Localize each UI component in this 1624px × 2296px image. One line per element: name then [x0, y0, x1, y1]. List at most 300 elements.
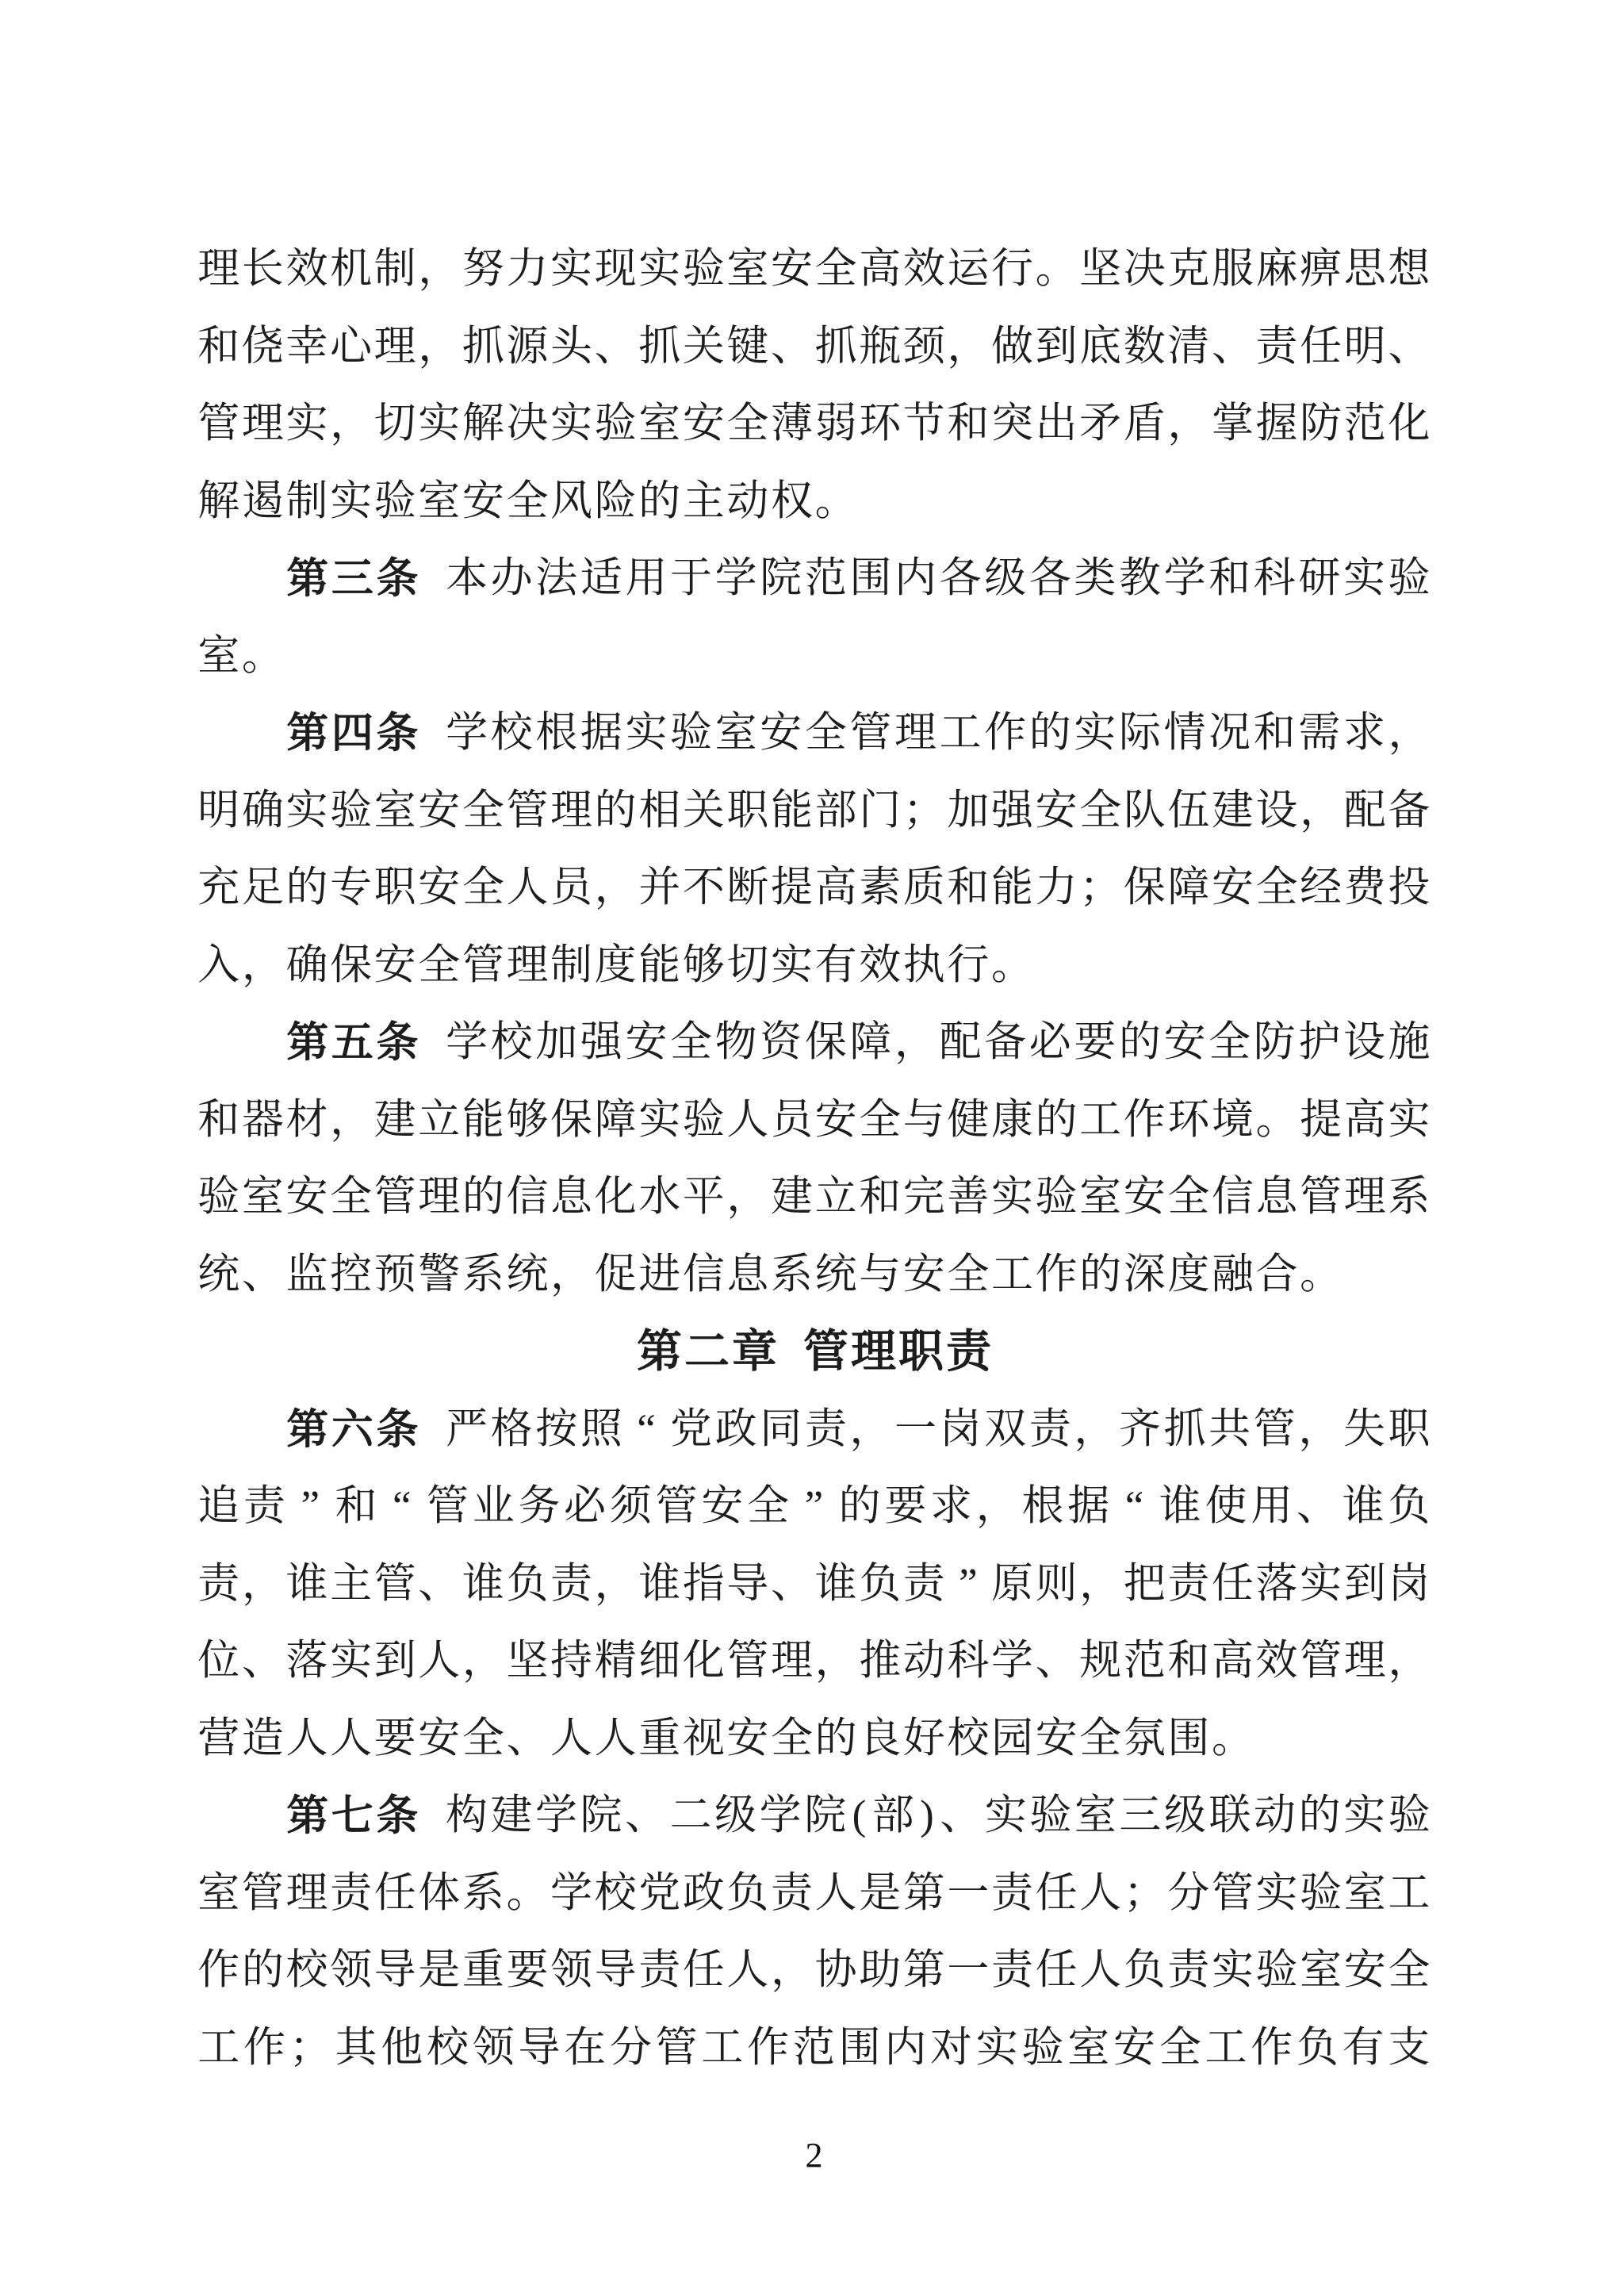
- body-char: 作: [243, 2024, 286, 2071]
- bold-char: 条: [376, 1019, 419, 1067]
- body-char: 联: [1208, 1792, 1251, 1839]
- body-char: 法: [535, 555, 578, 602]
- body-char: 入: [197, 941, 240, 988]
- body-char: 全: [814, 246, 857, 293]
- body-char: 学: [1163, 555, 1206, 602]
- body-char: 息: [550, 1174, 593, 1221]
- body-char: 推: [859, 1638, 902, 1685]
- body-char: 本: [446, 555, 488, 602]
- body-char: 围: [838, 2024, 881, 2071]
- page-number: 2: [805, 2136, 823, 2175]
- bold-char: 三: [331, 555, 373, 603]
- body-char: 足: [241, 864, 284, 911]
- body-char: 据: [1067, 1483, 1110, 1530]
- body-char: ，: [594, 1560, 637, 1607]
- article-7-line-3: [197, 1932, 1431, 2010]
- body-char: 物: [714, 1019, 757, 1066]
- bold-char: 条: [376, 555, 419, 603]
- body-char: ，: [771, 1947, 814, 1994]
- body-char: 全: [1159, 2024, 1201, 2071]
- body-char: 息: [1255, 1174, 1298, 1221]
- body-char: 内: [884, 2024, 927, 2071]
- body-char: 室: [638, 401, 681, 447]
- body-char: 。: [990, 941, 1033, 988]
- body-char: 安: [373, 941, 416, 988]
- article-5-line-1: [197, 1004, 1431, 1082]
- body-char: 校: [426, 2024, 469, 2071]
- body-char: 提: [1300, 1096, 1342, 1143]
- body-char: 够: [506, 1096, 549, 1143]
- body-char: ，: [241, 1560, 284, 1607]
- body-char: ，: [1298, 1405, 1341, 1452]
- body-char: 好: [902, 1715, 945, 1761]
- body-char: 责: [1167, 1947, 1210, 1994]
- body-char: 院: [580, 1792, 622, 1839]
- body-char: 、: [594, 323, 637, 370]
- body-char: ，: [1388, 1638, 1431, 1685]
- body-char: 力: [1035, 864, 1078, 911]
- body-char: 实: [638, 1096, 681, 1143]
- body-char: 安: [418, 1715, 461, 1761]
- body-char: 合: [1255, 1251, 1298, 1297]
- body-char: 的: [594, 787, 637, 834]
- body-char: 安: [760, 710, 802, 757]
- body-char: 建: [490, 1792, 533, 1839]
- body-char: 人: [506, 864, 549, 911]
- body-char: 效: [902, 246, 945, 293]
- body-char: 氛: [1123, 1715, 1166, 1761]
- body-char: 管: [1300, 1174, 1342, 1221]
- body-char: 管: [655, 1483, 698, 1530]
- body-char: 息: [726, 1251, 769, 1297]
- body-char: 水: [638, 1174, 681, 1221]
- body-char: 任: [1211, 1560, 1254, 1607]
- body-char: 岗: [939, 1405, 982, 1452]
- body-char: 位: [197, 1638, 240, 1685]
- body-char: 备: [1388, 787, 1431, 834]
- body-char: 作: [747, 2024, 790, 2071]
- body-char: 实: [1074, 710, 1116, 757]
- body-char: 效: [1255, 1638, 1298, 1685]
- body-char: 、: [625, 1792, 668, 1839]
- body-char: 情: [1163, 710, 1206, 757]
- body-char: 分: [1167, 1869, 1210, 1916]
- body-char: 重: [462, 1947, 504, 1994]
- body-char: 保: [1123, 864, 1166, 911]
- body-char: 高: [1343, 1096, 1386, 1143]
- body-char: 源: [506, 323, 549, 370]
- body-char: 人: [330, 1715, 373, 1761]
- body-char: 实: [285, 401, 328, 447]
- body-char: 把: [1123, 1560, 1166, 1607]
- body-char: 执: [902, 941, 945, 988]
- body-char: 关: [682, 323, 725, 370]
- body-char: 安: [625, 1019, 668, 1066]
- body-char: 统: [506, 1251, 549, 1297]
- body-char: 科: [947, 1638, 990, 1685]
- body-char: 切: [726, 941, 769, 988]
- body-char: 范: [804, 555, 847, 602]
- body-char: 作: [1251, 2024, 1293, 2071]
- body-char: 验: [1255, 1947, 1298, 1994]
- body-char: 主: [682, 477, 725, 524]
- body-char: 全: [1208, 1019, 1251, 1066]
- body-char: 握: [1255, 401, 1298, 447]
- body-char: 工: [1205, 2024, 1247, 2071]
- body-char: 经: [1300, 864, 1342, 911]
- body-char: 设: [1255, 787, 1298, 834]
- body-char: 的: [462, 1174, 504, 1221]
- body-char: 各: [1028, 555, 1071, 602]
- body-char: 作: [1035, 1251, 1078, 1297]
- body-char: 领: [472, 2024, 515, 2071]
- body-char: 学: [990, 1638, 1033, 1685]
- body-char: 负: [1296, 2024, 1339, 2071]
- body-char: 与: [859, 1251, 902, 1297]
- body-char: 责: [990, 1947, 1033, 1994]
- body-char: 实: [638, 246, 681, 293]
- body-char: 、: [1388, 323, 1431, 370]
- body-char: ；: [289, 2024, 331, 2071]
- body-char: 全: [1255, 864, 1298, 911]
- body-char: 室: [241, 1174, 284, 1221]
- body-char: ”: [959, 1560, 978, 1607]
- body-char: 必: [564, 1483, 607, 1530]
- body-char: 全: [859, 1096, 902, 1143]
- body-char: 人: [726, 1096, 769, 1143]
- body-char: 院: [760, 555, 802, 602]
- body-char: 工: [1388, 1869, 1431, 1916]
- body-char: 工: [197, 2024, 240, 2071]
- body-char: 职: [373, 864, 416, 911]
- body-char: 加: [535, 1019, 578, 1066]
- body-char: 一: [947, 1947, 990, 1994]
- body-char: 安: [814, 1096, 857, 1143]
- body-char: 配: [1343, 787, 1386, 834]
- bold-char: 第: [286, 1405, 329, 1453]
- body-char: 管: [1253, 1405, 1296, 1452]
- body-char: 格: [490, 1405, 533, 1452]
- body-char: 管: [849, 710, 892, 757]
- body-char: 全: [506, 477, 549, 524]
- body-char: 管: [197, 401, 240, 447]
- body-char: 谁: [1342, 1483, 1385, 1530]
- body-char: 费: [1343, 864, 1386, 911]
- body-char: 健: [947, 1096, 990, 1143]
- body-char: 理: [241, 401, 284, 447]
- body-char: 实: [1343, 1792, 1386, 1839]
- body-char: 验: [330, 787, 373, 834]
- body-char: 安: [1035, 1715, 1078, 1761]
- body-char: 安: [682, 401, 725, 447]
- body-char: 键: [726, 323, 769, 370]
- body-char: 人: [550, 1715, 593, 1761]
- body-char: 则: [1035, 1560, 1078, 1607]
- body-char: 防: [1253, 1019, 1296, 1066]
- body-char: 学: [446, 710, 488, 757]
- article-6-line-3: [197, 1546, 1431, 1623]
- body-char: 康: [990, 1096, 1033, 1143]
- body-char: 管: [373, 1560, 416, 1607]
- body-char: 落: [1255, 1560, 1298, 1607]
- body-char: ，: [418, 246, 461, 293]
- body-char: 安: [771, 246, 814, 293]
- body-char: 安: [1123, 1174, 1166, 1221]
- body-char: 掌: [1211, 401, 1254, 447]
- body-char: 全: [1079, 787, 1122, 834]
- body-char: 、: [771, 323, 814, 370]
- body-char: 责: [197, 1560, 240, 1607]
- body-char: 负: [1123, 1947, 1166, 1994]
- body-char: 管: [426, 1483, 469, 1530]
- body-char: 素: [859, 864, 902, 911]
- article-7-line-4: [197, 2010, 1431, 2087]
- body-char: 头: [550, 323, 593, 370]
- body-char: 幸: [285, 323, 328, 370]
- body-char: 做: [990, 323, 1033, 370]
- body-char: 人: [285, 1715, 328, 1761]
- body-char: 薄: [771, 401, 814, 447]
- article-6-line-1: [197, 1391, 1431, 1469]
- body-char: 责: [638, 1947, 681, 1994]
- body-char: 三: [1119, 1792, 1162, 1839]
- body-char: 能: [638, 941, 681, 988]
- body-char: ；: [1079, 864, 1122, 911]
- body-char: 持: [550, 1638, 593, 1685]
- body-char: 能: [462, 1096, 504, 1143]
- body-char: 全: [670, 1019, 713, 1066]
- body-char: 营: [197, 1715, 240, 1761]
- body-char: 确: [285, 941, 328, 988]
- body-char: 行: [990, 246, 1033, 293]
- body-char: 验: [1021, 2024, 1064, 2071]
- body-char: 范: [792, 2024, 835, 2071]
- body-char: 职: [726, 787, 769, 834]
- body-char: 实: [975, 2024, 1018, 2071]
- body-char: 务: [518, 1483, 561, 1530]
- article-6-line-4: [197, 1623, 1431, 1700]
- body-char: 效: [859, 941, 902, 988]
- body-char: 验: [1035, 1174, 1078, 1221]
- body-char: 领: [550, 1947, 593, 1994]
- body-char: 任: [1035, 1947, 1078, 1994]
- body-char: 内: [894, 555, 937, 602]
- article-5-line-3: [197, 1159, 1431, 1236]
- body-char: 。: [1300, 1251, 1342, 1297]
- body-char: 配: [939, 1019, 982, 1066]
- body-char: 谁: [638, 1560, 681, 1607]
- body-char: 实: [550, 401, 593, 447]
- body-char: 原: [990, 1560, 1033, 1607]
- body-char: 业: [472, 1483, 515, 1530]
- body-char: 权: [771, 477, 814, 524]
- body-char: 、: [418, 1560, 461, 1607]
- body-char: 完: [902, 1174, 945, 1221]
- body-char: 据: [580, 710, 622, 757]
- body-char: 谁: [814, 1560, 857, 1607]
- body-char: 实: [330, 1638, 373, 1685]
- body-char: 障: [1167, 864, 1210, 911]
- body-char: 思: [1343, 246, 1386, 293]
- body-char: 严: [446, 1405, 488, 1452]
- body-char: 理: [285, 1869, 328, 1916]
- body-char: 制: [373, 246, 416, 293]
- body-char: ，: [1079, 1560, 1122, 1607]
- body-char: 节: [902, 401, 945, 447]
- body-char: 颈: [902, 323, 945, 370]
- body-char: 建: [373, 1096, 416, 1143]
- body-char: 出: [1035, 401, 1078, 447]
- body-char: 促: [594, 1251, 637, 1297]
- body-char: ，: [1167, 401, 1210, 447]
- article-7-line-2: [197, 1855, 1431, 1933]
- body-char: 精: [594, 1638, 637, 1685]
- body-char: 任: [373, 1869, 416, 1916]
- body-char: 对: [930, 2024, 973, 2071]
- body-char: 保: [330, 941, 373, 988]
- body-char: 管: [726, 1638, 769, 1685]
- body-char: 环: [859, 401, 902, 447]
- body-char: 动: [726, 477, 769, 524]
- body-char: 建: [1211, 787, 1254, 834]
- body-char: 责: [330, 1869, 373, 1916]
- body-char: 谁: [462, 1560, 504, 1607]
- body-char: “: [637, 1405, 656, 1452]
- body-char: 落: [285, 1638, 328, 1685]
- body-char: 提: [771, 864, 814, 911]
- body-char: 力: [506, 246, 549, 293]
- body-char: 适: [580, 555, 622, 602]
- body-char: 明: [1343, 323, 1386, 370]
- body-char: 的: [241, 1947, 284, 1994]
- article-3-line-2: [197, 618, 1431, 696]
- body-char: 安: [462, 477, 504, 524]
- body-char: ，: [1388, 710, 1431, 757]
- body-char: 规: [1079, 1638, 1122, 1685]
- body-char: ，: [418, 323, 461, 370]
- body-char: 验: [1388, 1792, 1431, 1839]
- body-char: 责: [1167, 1560, 1210, 1607]
- bold-char: 第: [637, 1326, 682, 1378]
- document-text: [197, 231, 1431, 2087]
- body-char: 障: [849, 1019, 892, 1066]
- body-char: 校: [947, 1715, 990, 1761]
- body-char: 求: [930, 1483, 973, 1530]
- body-char: 验: [682, 1096, 725, 1143]
- body-char: 不: [682, 864, 725, 911]
- bold-char: 条: [376, 710, 419, 757]
- body-char: 需: [1298, 710, 1341, 757]
- body-char: 、: [506, 1715, 549, 1761]
- body-char: 能: [990, 864, 1033, 911]
- body-char: 齐: [1118, 1405, 1161, 1452]
- bold-char: 第: [286, 1019, 329, 1067]
- body-char: 质: [902, 864, 945, 911]
- bold-char: 第: [286, 710, 329, 757]
- body-char: 第: [902, 1947, 945, 1994]
- body-char: 二: [669, 1792, 712, 1839]
- body-char: 验: [373, 477, 416, 524]
- body-char: ，: [1300, 787, 1342, 834]
- body-char: 必: [1028, 1019, 1071, 1066]
- bold-char: 责: [946, 1326, 991, 1378]
- body-char: 级: [984, 555, 1027, 602]
- body-char: 是: [418, 1947, 461, 1994]
- body-char: 投: [1388, 864, 1431, 911]
- body-char: 机: [330, 246, 373, 293]
- body-char: 实: [550, 246, 593, 293]
- body-char: 实: [990, 1174, 1033, 1221]
- article-3-line-1: [197, 540, 1431, 618]
- body-char: 责: [243, 1483, 286, 1530]
- body-char: 责: [990, 1869, 1033, 1916]
- body-char: 与: [902, 1096, 945, 1143]
- body-char: 器: [241, 1096, 284, 1143]
- body-char: 伍: [1167, 787, 1210, 834]
- article-4-line-2: [197, 772, 1431, 850]
- body-char: 的: [1028, 710, 1071, 757]
- body-char: 学: [759, 1792, 802, 1839]
- body-char: 化: [1388, 401, 1431, 447]
- body-char: 。: [1255, 1096, 1298, 1143]
- article-4-line-3: [197, 849, 1431, 927]
- body-char: “: [392, 1483, 412, 1530]
- body-char: 克: [1167, 246, 1210, 293]
- body-char: 效: [285, 246, 328, 293]
- body-char: 协: [814, 1947, 857, 1994]
- body-char: 用: [625, 555, 668, 602]
- body-char: ，: [814, 1638, 857, 1685]
- body-char: 是: [859, 1869, 902, 1916]
- body-char: 安: [1163, 1019, 1206, 1066]
- body-char: 系: [462, 1869, 504, 1916]
- body-char: 风: [550, 477, 593, 524]
- body-char: 要: [373, 1715, 416, 1761]
- body-char: 理: [506, 941, 549, 988]
- body-char: 管: [462, 941, 504, 988]
- body-char: 在: [564, 2024, 607, 2071]
- body-char: 部: [814, 787, 857, 834]
- body-char: 设: [1342, 1019, 1385, 1066]
- body-char: 心: [330, 323, 373, 370]
- body-char: 并: [638, 864, 681, 911]
- body-char: 、: [241, 1251, 284, 1297]
- body-char: 管: [1300, 1638, 1342, 1685]
- body-char: 材: [285, 1096, 328, 1143]
- body-char: 动: [1254, 1792, 1297, 1839]
- body-char: 任: [1035, 1869, 1078, 1916]
- bold-char: 五: [331, 1019, 373, 1067]
- body-char: 导: [373, 1947, 416, 1994]
- body-char: 侥: [241, 323, 284, 370]
- body-char: 全: [462, 787, 504, 834]
- body-char: 员: [771, 1096, 814, 1143]
- body-char: ；: [902, 787, 945, 834]
- body-char: 工: [1079, 1096, 1122, 1143]
- body-char: 管: [655, 2024, 698, 2071]
- article-7-line-1: [197, 1777, 1431, 1855]
- body-char: 清: [1167, 323, 1210, 370]
- body-char: 理: [550, 787, 593, 834]
- body-char: 范: [1343, 401, 1386, 447]
- body-char: 有: [814, 941, 857, 988]
- bold-char: 四: [331, 710, 373, 757]
- body-char: ，: [330, 1096, 373, 1143]
- body-char: ，: [975, 1483, 1018, 1530]
- body-char: 党: [670, 1405, 713, 1452]
- body-char: 动: [902, 1638, 945, 1685]
- body-char: 验: [1388, 555, 1431, 602]
